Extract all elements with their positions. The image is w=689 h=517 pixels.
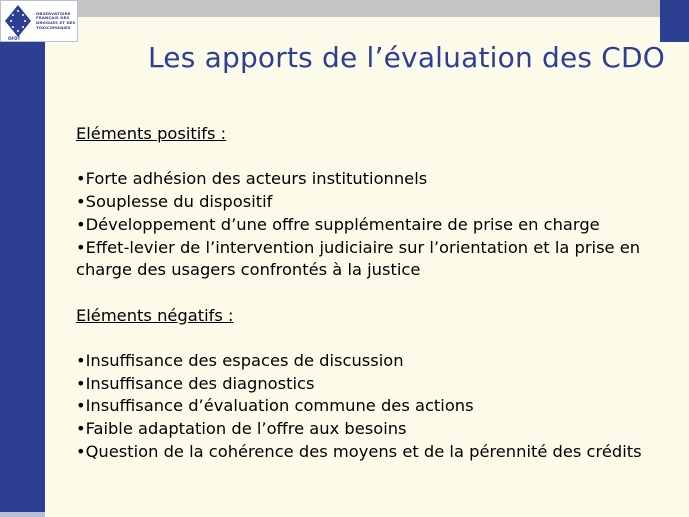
list-item: •Effet-levier de l’intervention judiciaire sur l’orientation et la prise en charge des usagers confrontés à la justice (76, 237, 641, 280)
ofdt-logo (0, 0, 78, 42)
list-item: •Insuffisance des diagnostics (76, 373, 315, 393)
logo-line: DROGUES ET DES (36, 20, 76, 25)
top-gray-bar (78, 0, 660, 17)
list-item: •Question de la cohérence des moyens et de la pérennité des crédits (76, 441, 642, 461)
ofdt-logo-mark-icon (3, 1, 33, 41)
list-item: •Forte adhésion des acteurs institutionnels (76, 169, 428, 189)
list-item: •Souplesse du dispositif (76, 192, 273, 212)
bottom-accent-line (0, 512, 45, 517)
negative-elements-heading: Eléments négatifs : (76, 305, 234, 325)
list-item: •Faible adaptation de l’offre aux besoins (76, 419, 407, 439)
list-item: •Développement d’une offre supplémentaire de prise en charge (76, 214, 600, 234)
logo-line: OBSERVATOIRE (36, 10, 71, 16)
spacer (76, 327, 676, 350)
spacer (76, 146, 676, 169)
spacer (76, 282, 676, 305)
top-right-accent (660, 0, 689, 42)
positive-elements-heading: Eléments positifs : (76, 124, 227, 143)
logo-line: FRANÇAIS DES (36, 15, 70, 21)
left-accent-bar (0, 0, 45, 517)
logo-mark-label: OFDT (8, 36, 21, 41)
slide-title: Les apports de l’évaluation des CDO (148, 41, 666, 74)
logo-line: TOXICOMANIES (36, 24, 71, 30)
logo-text (36, 12, 75, 30)
slide-content (76, 123, 676, 464)
list-item: •Insuffisance des espaces de discussion (76, 350, 404, 370)
list-item: •Insuffisance d’évaluation commune des actions (76, 396, 474, 416)
